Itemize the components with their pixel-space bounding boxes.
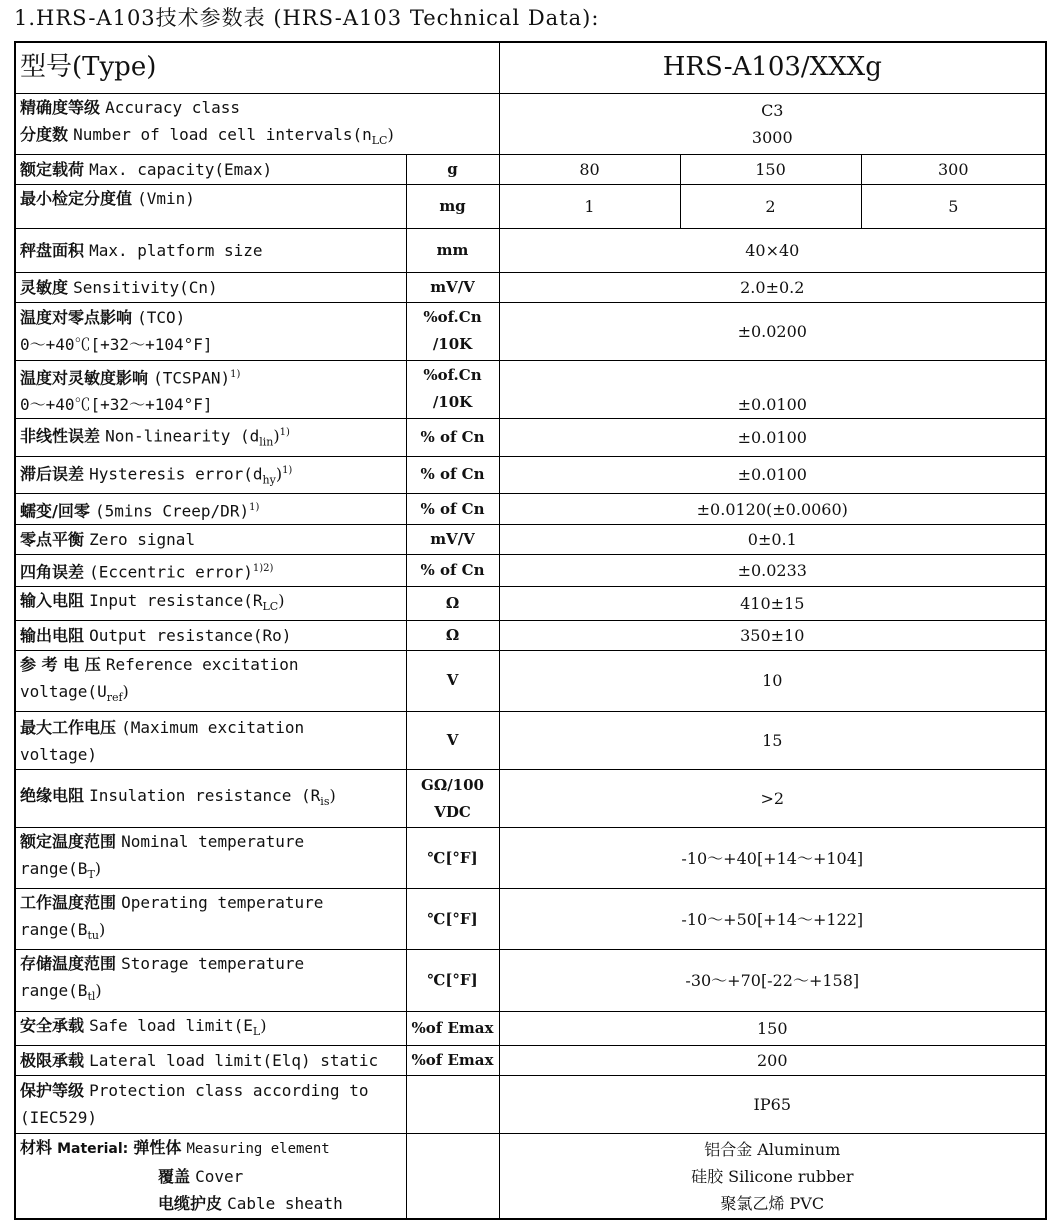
- spec-param-en: Protection class according to: [89, 1081, 369, 1101]
- spec-param-line2: voltage): [20, 744, 98, 764]
- spec-param: [15, 770, 406, 828]
- spec-value: -10～+40[+14～+104]: [499, 828, 1046, 889]
- accuracy-row: [15, 93, 1046, 154]
- spec-param-cn: 工作温度范围: [20, 893, 117, 913]
- spec-unit: [406, 302, 499, 360]
- spec-param-end: ): [278, 590, 285, 610]
- spec-row: [15, 555, 1046, 586]
- vmin-en: (Vmin): [137, 188, 195, 208]
- intervals-en: Number of load cell intervals(n: [73, 124, 372, 144]
- spec-value: 200: [499, 1045, 1046, 1075]
- material-item-2-cn: 覆盖: [158, 1166, 191, 1186]
- spec-unit: [406, 360, 499, 418]
- capacity-value-2: 150: [680, 154, 861, 184]
- spec-value: IP65: [499, 1075, 1046, 1133]
- spec-rows: [15, 228, 1046, 1133]
- spec-value: ±0.0233: [499, 555, 1046, 586]
- material-value-3: 聚氯乙烯 PVC: [720, 1193, 825, 1213]
- spec-param-en: Operating temperature: [121, 893, 324, 913]
- spec-param: [15, 360, 406, 418]
- spec-param-en: Input resistance(R: [89, 590, 263, 610]
- spec-param-en: Reference excitation: [105, 654, 299, 674]
- spec-unit-line2: /10K: [432, 335, 473, 354]
- intervals-value: 3000: [751, 127, 793, 147]
- spec-row: [15, 620, 1046, 650]
- accuracy-class-cn: 精确度等级: [20, 97, 101, 117]
- material-cn: 材料: [20, 1137, 53, 1157]
- footnote-marker: 1): [230, 368, 241, 380]
- spec-unit: [406, 494, 499, 525]
- spec-value: >2: [499, 770, 1046, 828]
- spec-row: [15, 950, 1046, 1011]
- spec-param-en: Lateral load limit(Elq) static: [89, 1050, 379, 1070]
- capacity-cn: 额定载荷: [20, 159, 85, 179]
- spec-unit-line1: % of Cn: [420, 561, 485, 580]
- spec-param-en: Storage temperature: [121, 954, 305, 974]
- spec-value: ±0.0100: [499, 360, 1046, 418]
- spec-param-cn: 温度对零点影响: [20, 308, 133, 328]
- capacity-value-1: 80: [499, 154, 680, 184]
- spec-unit-line1: ℃[°F]: [427, 909, 478, 928]
- footnote-marker: 1): [279, 427, 290, 439]
- material-item-3-en: Cable sheath: [227, 1193, 343, 1213]
- spec-param-line2: 0～+40℃[+32～+104°F]: [20, 395, 213, 415]
- spec-row: [15, 1045, 1046, 1075]
- spec-param: [15, 828, 406, 889]
- document-title: 1.HRS-A103技术参数表 (HRS-A103 Technical Data):: [14, 6, 600, 30]
- spec-unit-line1: mV/V: [430, 277, 475, 296]
- spec-unit-line1: %of.Cn: [423, 308, 482, 327]
- spec-unit: [406, 1045, 499, 1075]
- spec-param-en: Non-linearity (d: [105, 426, 260, 446]
- spec-param: [15, 650, 406, 711]
- type-label: 型号(Type): [15, 42, 499, 93]
- spec-param-sub: L: [252, 1024, 261, 1038]
- material-unit: [406, 1133, 499, 1219]
- material-label: [15, 1133, 406, 1219]
- spec-unit: [406, 272, 499, 302]
- spec-param-en: Hysteresis error(d: [89, 463, 263, 483]
- spec-param-en: Zero signal: [89, 530, 196, 550]
- spec-unit: [406, 950, 499, 1011]
- accuracy-class-value: C3: [761, 100, 784, 120]
- spec-param-cn: 滞后误差: [20, 463, 85, 483]
- spec-param: [15, 1045, 406, 1075]
- spec-row: [15, 302, 1046, 360]
- spec-unit-line1: Ω: [445, 593, 460, 612]
- spec-param: [15, 620, 406, 650]
- spec-row: [15, 456, 1046, 494]
- spec-param-line2: (IEC529): [20, 1108, 98, 1128]
- vmin-value-1: 1: [499, 184, 680, 228]
- material-row: [15, 1133, 1046, 1219]
- material-value-1: 铝合金 Aluminum: [704, 1139, 841, 1159]
- spec-param-cn: 最大工作电压: [20, 717, 117, 737]
- spec-unit: [406, 586, 499, 620]
- spec-unit: [406, 228, 499, 272]
- capacity-unit: g: [406, 154, 499, 184]
- spec-unit-line1: % of Cn: [420, 499, 485, 518]
- spec-param-en: Insulation resistance (R: [89, 785, 321, 805]
- spec-param: [15, 302, 406, 360]
- footnote-marker: 1)2): [252, 563, 274, 575]
- vmin-cn: 最小检定分度值: [20, 188, 133, 208]
- spec-unit-line1: V: [446, 731, 459, 750]
- spec-param-cn: 安全承载: [20, 1015, 85, 1035]
- spec-param: [15, 889, 406, 950]
- spec-param-end: ): [273, 426, 280, 446]
- spec-param-end: ): [275, 463, 283, 483]
- accuracy-label: [15, 93, 499, 154]
- spec-row: [15, 889, 1046, 950]
- spec-param-line2: 0～+40℃[+32～+104°F]: [20, 335, 213, 355]
- spec-row: [15, 494, 1046, 525]
- spec-unit-line1: % of Cn: [420, 427, 485, 446]
- spec-param-cn: 零点平衡: [20, 530, 85, 550]
- spec-param-cn: 参 考 电 压: [20, 654, 101, 674]
- spec-unit: [406, 770, 499, 828]
- spec-value: 10: [499, 650, 1046, 711]
- spec-unit-line1: % of Cn: [420, 465, 485, 484]
- spec-value: -10～+50[+14～+122]: [499, 889, 1046, 950]
- spec-param: [15, 555, 406, 586]
- spec-unit-line2: /10K: [432, 393, 473, 412]
- spec-row: [15, 650, 1046, 711]
- material-item-2-en: Cover: [195, 1166, 244, 1186]
- spec-unit: [406, 889, 499, 950]
- spec-param: [15, 1011, 406, 1045]
- spec-param-cn: 极限承载: [20, 1050, 85, 1070]
- spec-unit: [406, 1011, 499, 1045]
- spec-param-cn: 绝缘电阻: [20, 785, 85, 805]
- spec-param-cn: 温度对灵敏度影响: [20, 368, 149, 388]
- spec-param-cn: 四角误差: [20, 562, 85, 582]
- spec-unit: [406, 1075, 499, 1133]
- spec-row: [15, 360, 1046, 418]
- spec-unit-line1: mV/V: [430, 530, 475, 549]
- spec-row: [15, 272, 1046, 302]
- spec-param-line2: range(B: [20, 859, 88, 879]
- vmin-unit: mg: [406, 184, 499, 228]
- spec-value: 150: [499, 1011, 1046, 1045]
- spec-param-cn: 输入电阻: [20, 590, 85, 610]
- spec-unit: [406, 712, 499, 770]
- spec-param-line2-sub: T: [87, 868, 95, 882]
- spec-param-line2-end: ): [122, 681, 129, 701]
- spec-param-cn: 秤盘面积: [20, 240, 85, 260]
- spec-row: [15, 828, 1046, 889]
- spec-unit: [406, 650, 499, 711]
- material-en: Material:: [57, 1140, 129, 1157]
- spec-row: [15, 525, 1046, 555]
- spec-param-line2: voltage(U: [20, 681, 107, 701]
- spec-row: [15, 770, 1046, 828]
- spec-param-cn: 输出电阻: [20, 625, 85, 645]
- spec-value: ±0.0200: [499, 302, 1046, 360]
- spec-unit: [406, 828, 499, 889]
- spec-param: [15, 525, 406, 555]
- spec-unit-line1: %of Emax: [411, 1050, 494, 1069]
- spec-param-en: (Eccentric error): [89, 562, 253, 582]
- spec-param-end: ): [260, 1015, 267, 1035]
- material-value-2: 硅胶 Silicone rubber: [691, 1166, 854, 1186]
- table-header-row: [15, 42, 1046, 93]
- spec-unit-line1: %of Emax: [411, 1018, 494, 1037]
- material-item-1-cn: 弹性体: [133, 1137, 182, 1157]
- spec-value: ±0.0120(±0.0060): [499, 494, 1046, 525]
- spec-param-en: Safe load limit(E: [89, 1015, 253, 1035]
- spec-unit-line1: V: [446, 671, 459, 690]
- intervals-sub: LC: [371, 133, 388, 147]
- spec-row: [15, 586, 1046, 620]
- spec-unit: [406, 525, 499, 555]
- spec-param-line2-end: ): [98, 920, 106, 940]
- accuracy-values: [499, 93, 1046, 154]
- spec-unit-line2: VDC: [434, 802, 471, 821]
- spec-param-en: Sensitivity(Cn): [73, 277, 218, 297]
- spec-param-cn: 保护等级: [20, 1081, 85, 1101]
- spec-param-en: (TCSPAN): [153, 368, 231, 388]
- spec-row: [15, 1011, 1046, 1045]
- spec-unit-line1: Ω: [445, 625, 460, 644]
- spec-param-cn: 灵敏度: [20, 277, 69, 297]
- spec-param: [15, 494, 406, 525]
- spec-param-en: Output resistance(Ro): [89, 625, 292, 645]
- spec-unit: [406, 620, 499, 650]
- spec-param-cn: 非线性误差: [20, 426, 101, 446]
- vmin-row: [15, 184, 1046, 228]
- spec-param-en: (TCO): [137, 308, 186, 328]
- spec-param: [15, 1075, 406, 1133]
- footnote-marker: 1): [249, 502, 260, 514]
- spec-param-en: (Maximum excitation: [121, 717, 305, 737]
- spec-param-cn: 额定温度范围: [20, 832, 117, 852]
- spec-param-end: ): [329, 785, 336, 805]
- spec-param-sub: hy: [262, 473, 276, 487]
- spec-param-sub: LC: [262, 599, 279, 613]
- spec-param: [15, 228, 406, 272]
- spec-param: [15, 950, 406, 1011]
- accuracy-class-en: Accuracy class: [105, 97, 240, 117]
- vmin-value-3: 5: [861, 184, 1046, 228]
- spec-param-line2-sub: tu: [87, 929, 99, 943]
- capacity-en: Max. capacity(Emax): [89, 159, 273, 179]
- material-item-3-cn: 电缆护皮: [158, 1193, 223, 1213]
- technical-data-table: [14, 41, 1047, 1220]
- spec-value: ±0.0100: [499, 419, 1046, 457]
- spec-param: [15, 586, 406, 620]
- spec-unit-line1: ℃[°F]: [427, 848, 478, 867]
- material-item-1-en: Measuring element: [186, 1140, 330, 1157]
- spec-value: 410±15: [499, 586, 1046, 620]
- vmin-value-2: 2: [680, 184, 861, 228]
- spec-param-en: Nominal temperature: [121, 832, 305, 852]
- spec-unit-line1: ℃[°F]: [427, 971, 478, 990]
- spec-param-line2-end: ): [94, 859, 102, 879]
- spec-value: 0±0.1: [499, 525, 1046, 555]
- spec-param: [15, 712, 406, 770]
- spec-param-line2: range(B: [20, 981, 88, 1001]
- spec-param: [15, 272, 406, 302]
- spec-value: 15: [499, 712, 1046, 770]
- spec-param-line2-sub: ref: [106, 691, 123, 705]
- type-value: HRS-A103/XXXg: [499, 42, 1046, 93]
- spec-param-sub: lin: [259, 435, 274, 449]
- spec-param-cn: 存储温度范围: [20, 954, 117, 974]
- spec-row: [15, 712, 1046, 770]
- footnote-marker: 1): [282, 464, 293, 476]
- intervals-end: ): [387, 124, 394, 144]
- spec-param-line2-end: ): [95, 981, 102, 1001]
- spec-unit: [406, 456, 499, 494]
- spec-row: [15, 228, 1046, 272]
- spec-value: -30～+70[-22～+158]: [499, 950, 1046, 1011]
- intervals-cn: 分度数: [20, 124, 69, 144]
- spec-param-en: (5mins Creep/DR): [94, 501, 250, 521]
- capacity-label: [15, 154, 406, 184]
- capacity-row: [15, 154, 1046, 184]
- spec-unit-line1: GΩ/100: [421, 775, 484, 794]
- spec-param: [15, 456, 406, 494]
- spec-unit-line1: mm: [436, 240, 469, 259]
- spec-param-en: Max. platform size: [89, 240, 263, 260]
- spec-unit-line1: %of.Cn: [423, 366, 482, 385]
- spec-param-cn: 蠕变/回零: [20, 501, 90, 521]
- spec-value: ±0.0100: [499, 456, 1046, 494]
- spec-value: 350±10: [499, 620, 1046, 650]
- spec-param: [15, 419, 406, 457]
- spec-value: 2.0±0.2: [499, 272, 1046, 302]
- spec-unit: [406, 555, 499, 586]
- spec-param-sub: is: [320, 795, 330, 809]
- spec-param-line2: range(B: [20, 920, 88, 940]
- capacity-value-3: 300: [861, 154, 1046, 184]
- vmin-label: [15, 184, 406, 228]
- spec-param-line2-sub: tl: [87, 990, 96, 1004]
- spec-unit: [406, 419, 499, 457]
- spec-row: [15, 419, 1046, 457]
- spec-row: [15, 1075, 1046, 1133]
- material-values: [499, 1133, 1046, 1219]
- spec-value: 40×40: [499, 228, 1046, 272]
